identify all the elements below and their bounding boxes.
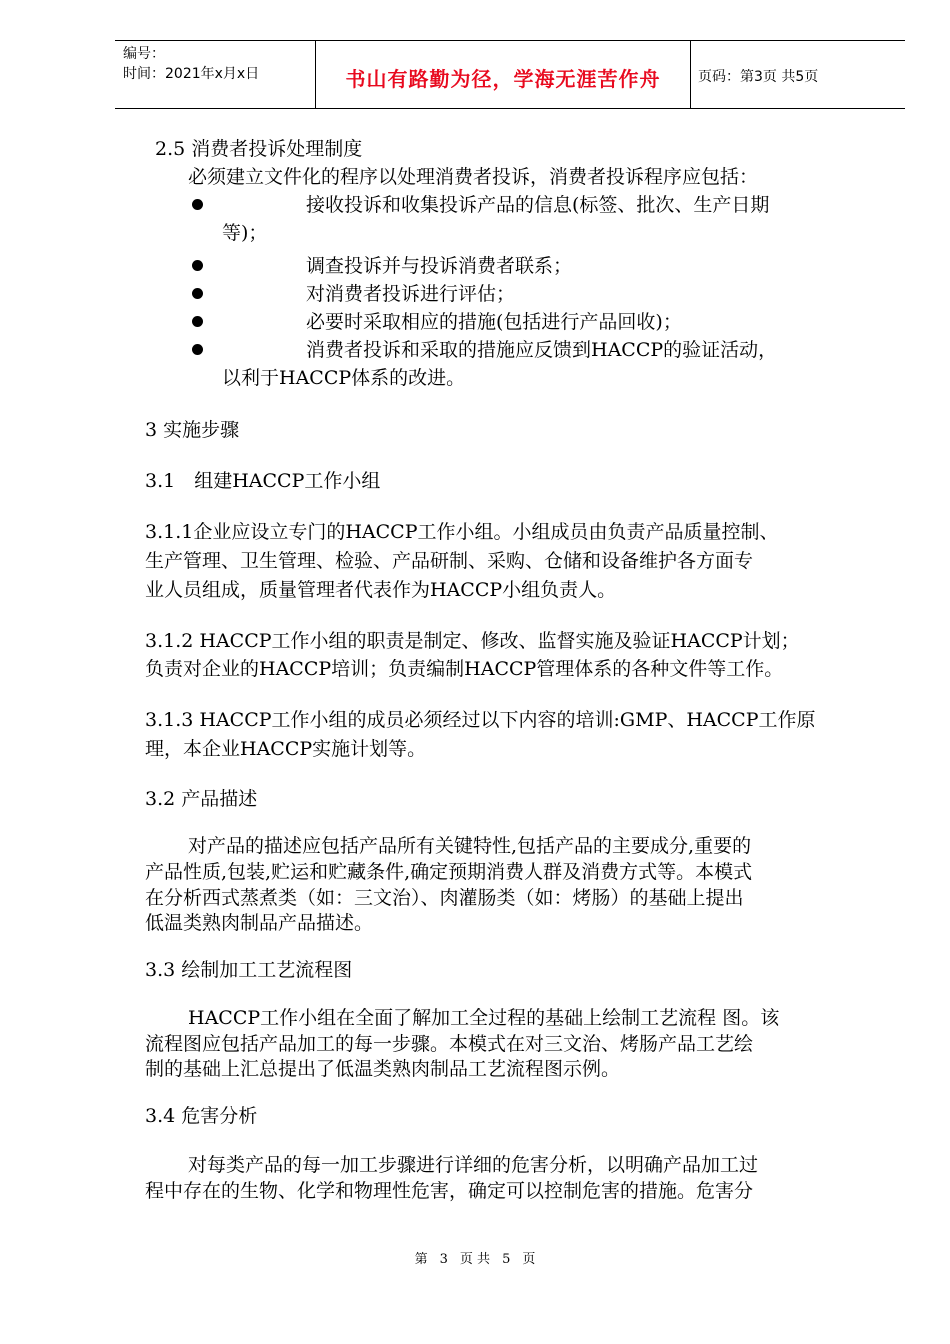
footer-page-number: 3 xyxy=(439,1252,448,1267)
footer-suffix: 页 xyxy=(522,1252,536,1267)
header-motto: 书山有路勤为径，学海无涯苦作舟 xyxy=(345,67,661,91)
section-heading-2-5: 2.5 消费者投诉处理制度 xyxy=(155,138,363,160)
paragraph-3-1-1-line-3: 业人员组成，质量管理者代表作为HACCP小组负责人。 xyxy=(145,579,617,601)
section-heading-3-3: 3.3 绘制加工工艺流程图 xyxy=(145,959,353,981)
paragraph-3-1-1-line-2: 生产管理、卫生管理、检验、产品研制、采购、仓储和设备维护各方面专 xyxy=(145,550,754,572)
list-item-5-line-1: 消费者投诉和采取的措施应反馈到HACCP的验证活动， xyxy=(306,339,778,361)
paragraph-3-3-line-1: HACCP工作小组在全面了解加工全过程的基础上绘制工艺流程 图。该 xyxy=(188,1007,780,1029)
list-item-3: 对消费者投诉进行评估； xyxy=(306,283,516,305)
bullet-icon xyxy=(192,344,203,355)
paragraph-3-1-3-line-1: 3.1.3 HACCP工作小组的成员必须经过以下内容的培训:GMP、HACCP工作原 xyxy=(145,709,816,731)
section-heading-3-1: 3.1 组建HACCP工作小组 xyxy=(145,470,381,492)
paragraph-3-1-2-line-1: 3.1.2 HACCP工作小组的职责是制定、修改、监督实施及验证HACCP计划； xyxy=(145,630,800,652)
paragraph-3-4-line-2: 程中存在的生物、化学和物理性危害，确定可以控制危害的措施。危害分 xyxy=(145,1180,754,1202)
section-intro-2-5: 必须建立文件化的程序以处理消费者投诉，消费者投诉程序应包括： xyxy=(188,166,759,188)
header-page-label: 页码：第3页 共5页 xyxy=(698,69,819,85)
section-heading-3: 3 实施步骤 xyxy=(145,419,240,441)
header-time-label: 时间：2021年x月x日 xyxy=(123,66,260,82)
paragraph-3-2-line-2: 产品性质,包装,贮运和贮藏条件,确定预期消费人群及消费方式等。本模式 xyxy=(145,861,753,883)
paragraph-3-3-line-2: 流程图应包括产品加工的每一步骤。本模式在对三文治、烤肠产品工艺绘 xyxy=(145,1033,754,1055)
bullet-icon xyxy=(192,316,203,327)
paragraph-3-3-line-3: 制的基础上汇总提出了低温类熟肉制品工艺流程图示例。 xyxy=(145,1058,621,1080)
paragraph-3-1-3-line-2: 理，本企业HACCP实施计划等。 xyxy=(145,738,427,760)
section-heading-3-4: 3.4 危害分析 xyxy=(145,1105,258,1127)
paragraph-3-4-line-1: 对每类产品的每一加工步骤进行详细的危害分析，以明确产品加工过 xyxy=(188,1154,759,1176)
footer-total-pages: 5 xyxy=(502,1252,511,1267)
bullet-icon xyxy=(192,199,203,210)
footer-mid: 页 共 xyxy=(459,1252,491,1267)
page-footer xyxy=(0,1248,950,1267)
header-number-label: 编号： xyxy=(123,46,165,62)
list-item-4: 必要时采取相应的措施(包括进行产品回收)； xyxy=(306,311,682,333)
paragraph-3-2-line-3: 在分析西式蒸煮类（如：三文治）、肉灌肠类（如：烤肠）的基础上提出 xyxy=(145,887,744,909)
paragraph-3-1-1-line-1: 3.1.1企业应设立专门的HACCP工作小组。小组成员由负责产品质量控制、 xyxy=(145,521,779,543)
header-motto-cell xyxy=(315,41,691,108)
paragraph-3-2-line-4: 低温类熟肉制品产品描述。 xyxy=(145,912,374,934)
header-page-cell xyxy=(690,41,905,108)
page-header xyxy=(115,40,905,109)
paragraph-3-2-line-1: 对产品的描述应包括产品所有关键特性,包括产品的主要成分,重要的 xyxy=(188,835,752,857)
list-item-5-line-2: 以利于HACCP体系的改进。 xyxy=(222,367,466,389)
section-heading-3-2: 3.2 产品描述 xyxy=(145,788,258,810)
bullet-icon xyxy=(192,288,203,299)
paragraph-3-1-2-line-2: 负责对企业的HACCP培训；负责编制HACCP管理体系的各种文件等工作。 xyxy=(145,658,784,680)
list-item-1-line-1: 接收投诉和收集投诉产品的信息(标签、批次、生产日期 xyxy=(306,194,770,216)
header-left-cell xyxy=(115,41,315,108)
footer-prefix: 第 xyxy=(414,1252,428,1267)
list-item-1-line-2: 等)； xyxy=(222,222,268,244)
bullet-icon xyxy=(192,260,203,271)
list-item-2: 调查投诉并与投诉消费者联系； xyxy=(306,255,573,277)
